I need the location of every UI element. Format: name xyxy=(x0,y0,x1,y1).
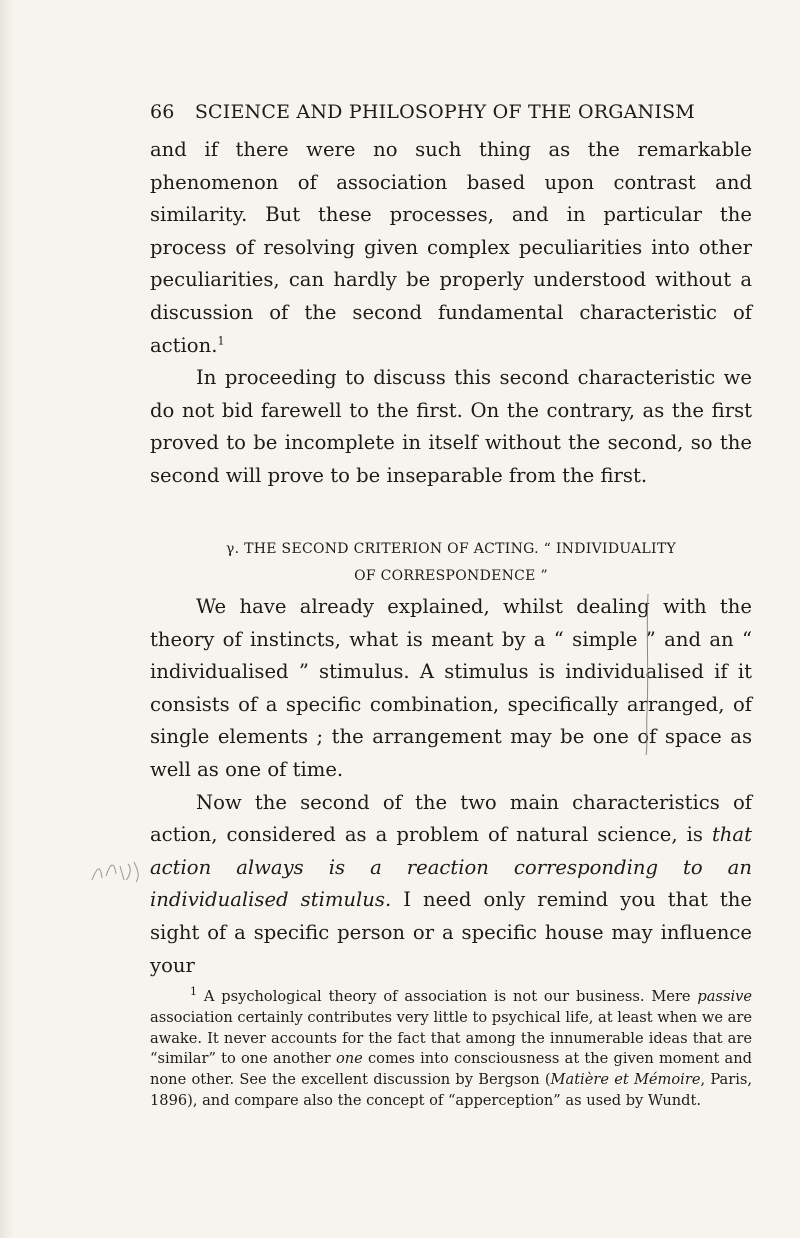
section-heading xyxy=(150,536,752,590)
paragraph-text: Now the second of the two main characteristics of action, considered as a problem of natural science, is xyxy=(150,790,752,847)
pencil-scribble-mark xyxy=(88,850,148,890)
footnote xyxy=(150,987,752,1112)
footnote-segment: A psychological theory of association is not our business. Mere xyxy=(197,988,698,1005)
footnote-marker: 1 xyxy=(190,985,197,999)
footnote-segment: , Paris, 1896), and compare also the concept of “apperception” as used by Wundt. xyxy=(150,1071,752,1109)
body-text-top xyxy=(150,134,752,493)
footnote-reference: 1 xyxy=(217,334,225,348)
body-text-bottom xyxy=(150,591,752,982)
running-header xyxy=(150,101,750,123)
paragraph xyxy=(150,134,752,362)
running-title: SCIENCE AND PHILOSOPHY OF THE ORGANISM xyxy=(194,101,695,123)
paragraph: We have already explained, whilst dealing with the theory of instincts, what is meant by a “ simple ” and an “ individualised ” stimulus. A stimulus is individualised if it consists of a specific combination, specifically arranged, of single elements ; the arrangement may be one of space as well as one of time. xyxy=(150,595,752,781)
paragraph-text: I need only remind you that the sight of a specific person or a specific house may influence your xyxy=(150,888,752,977)
page-gutter-shadow xyxy=(0,0,14,1238)
section-heading-line-2: OF CORRESPONDENCE ” xyxy=(354,568,548,584)
footnote-text xyxy=(150,987,752,1112)
footnote-segment: association certainly contributes very little to psychical life, at least when we are awake. It never accounts for the fact that among the innumerable ideas that are “similar” to one another xyxy=(150,1008,752,1068)
section-heading-line-1: γ. THE SECOND CRITERION OF ACTING. “ INDIVIDUALITY xyxy=(225,541,677,557)
footnote-segment: comes into consciousness at the given moment and none other. See the excellent discussion by Bergson ( xyxy=(150,1050,752,1089)
emphasized-text: that action always is a reaction corresponding to an individualised stimulus. xyxy=(150,823,752,912)
paragraph-text: and if there were no such thing as the remarkable phenomenon of association based upon contrast and similarity. But these processes, and in particular the process of resolving given complex peculiarities into other peculiarities, can hardly be properly understood without a discussion of the second fundamental characteristic of action. xyxy=(150,138,752,357)
paragraph: In proceeding to discuss this second characteristic we do not bid farewell to the first. On the contrary, as the first proved to be incomplete in itself without the second, so the second will prove to be inseparable from the first. xyxy=(150,366,752,487)
paragraph xyxy=(150,787,752,983)
footnote-italic: Matière et Mémoire xyxy=(550,1071,701,1089)
pencil-margin-line xyxy=(644,592,652,757)
footnote-italic: one xyxy=(335,1050,363,1068)
footnote-italic: passive xyxy=(697,988,752,1005)
page-number: 66 xyxy=(150,101,175,123)
